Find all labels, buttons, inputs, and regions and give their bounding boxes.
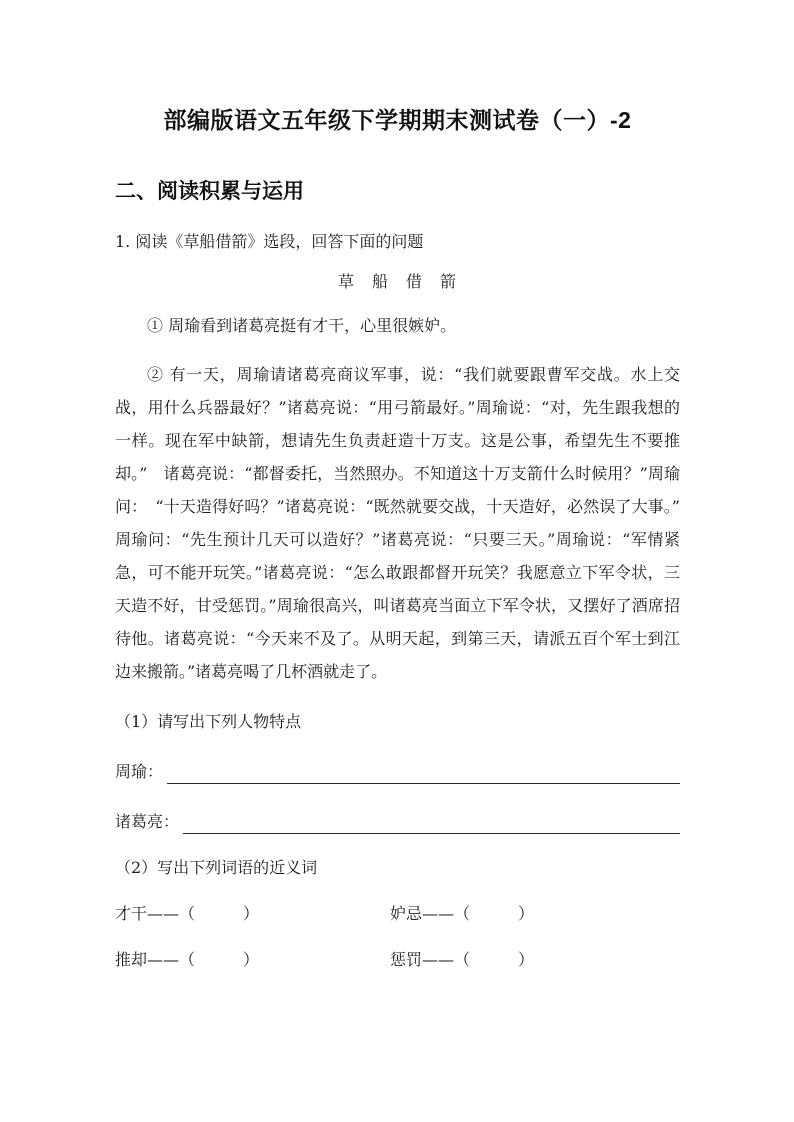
answer-blank-label-zhugeliang: 诸葛亮： (115, 812, 180, 831)
page-title: 部编版语文五年级下学期期末测试卷（一）-2 (163, 107, 632, 133)
passage-paragraph-1: ① 周瑜看到诸葛亮挺有才干，心里很嫉妒。 (147, 316, 457, 335)
synonym-grid (115, 902, 680, 972)
passage-title: 草 船 借 箭 (337, 272, 457, 291)
answer-blank-line-zhouyu[interactable] (167, 760, 680, 784)
answer-row-zhugeliang (115, 810, 680, 834)
synonym-item-caigan[interactable]: 才干——（ ） (115, 904, 260, 923)
question-1-prompt: 1. 阅读《草船借箭》选段，回答下面的问题 (115, 232, 424, 251)
answer-blank-label-zhouyu: 周瑜： (115, 762, 164, 781)
passage-paragraph-2: ② 有一天，周瑜请诸葛亮商议军事，说：“我们就要跟曹军交战。水上交战，用什么兵器最好？”诸葛亮说：“用弓箭最好。”周瑜说：“对，先生跟我想的一样。现在军中缺箭，想请先生负责赶造十万支。这是公事，希望先生不要推却。” 诸葛亮说：“都督委托，当然照办。不知道这十万支箭什么时候用？”周瑜问： “十天造得好吗？”诸葛亮说：“既然就要交战，十天造好，必然误了大事。” 周瑜问：“先生预计几天可以造好？”诸葛亮说：“只要三天。”周瑜说：“军情紧急，可不能开玩笑。”诸葛亮说：“怎么敢跟都督开玩笑？我愿意立下军令状，三天造不好，甘受惩罚。”周瑜很高兴，叫诸葛亮当面立下军令状，又摆好了酒席招待他。诸葛亮说：“今天来不及了。从明天起，到第三天，请派五百个军士到江边来搬箭。”诸葛亮喝了几杯酒就走了。 (115, 365, 697, 681)
synonym-item-duji[interactable]: 妒忌——（ ） (390, 904, 535, 923)
answer-row-zhouyu (115, 760, 680, 784)
section-heading: 二、阅读积累与运用 (115, 180, 304, 203)
synonym-item-tuique[interactable]: 推却——（ ） (115, 950, 260, 969)
sub-question-2-prompt: （2）写出下列词语的近义词 (115, 858, 318, 877)
answer-blank-line-zhugeliang[interactable] (183, 810, 680, 834)
synonym-item-chengfa[interactable]: 惩罚——（ ） (390, 950, 535, 969)
sub-question-1-prompt: （1）请写出下列人物特点 (115, 712, 302, 731)
